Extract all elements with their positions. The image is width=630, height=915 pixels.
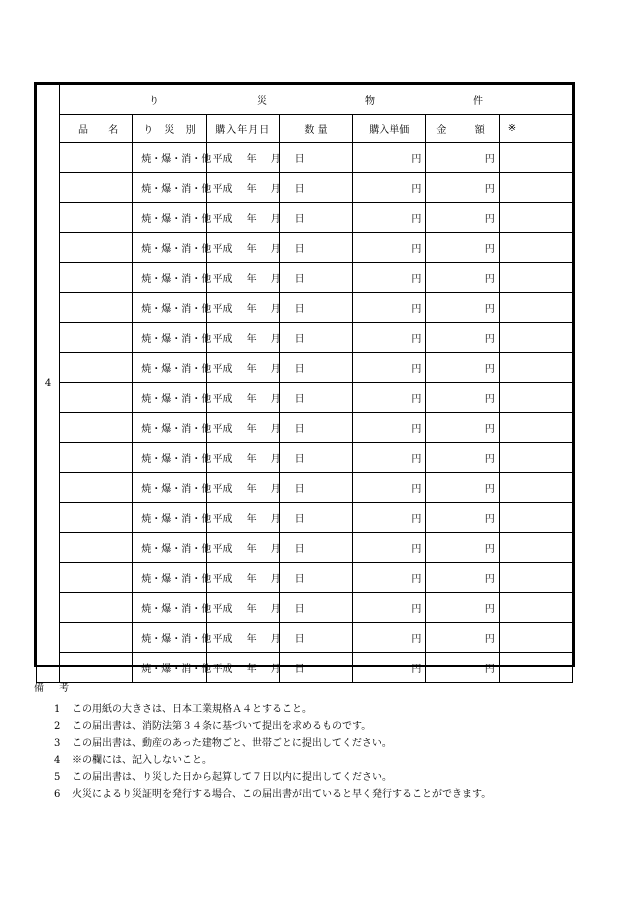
table-row — [37, 653, 573, 683]
purchase-date-cell[interactable] — [206, 563, 305, 593]
yen-label: 円 — [411, 574, 422, 585]
remark-item — [34, 786, 491, 803]
day-label: 日 — [294, 274, 305, 285]
item-name-cell[interactable] — [60, 533, 133, 563]
amount-cell[interactable] — [426, 623, 499, 653]
month-label: 月 — [270, 664, 281, 675]
remark-number: 1 — [54, 704, 61, 715]
amount-cell[interactable] — [426, 233, 499, 263]
month-label: 月 — [270, 394, 281, 405]
item-name-cell[interactable] — [60, 443, 133, 473]
header-unit-price: 購入単価 — [353, 115, 426, 143]
year-label: 年 — [246, 334, 257, 345]
office-use-cell — [499, 173, 572, 203]
damage-type-options: 焼・爆・消・他 — [141, 634, 212, 645]
item-name-cell[interactable] — [60, 203, 133, 233]
table-row — [37, 473, 573, 503]
yen-label: 円 — [411, 544, 422, 555]
year-label: 年 — [246, 244, 257, 255]
year-label: 年 — [246, 394, 257, 405]
header-char: 名 — [108, 125, 119, 136]
unit-price-cell[interactable] — [353, 533, 426, 563]
yen-label: 円 — [411, 424, 422, 435]
year-label: 年 — [246, 274, 257, 285]
yen-label: 円 — [411, 184, 422, 195]
remark-text: この届出書は、動産のあった建物ごと、世帯ごとに提出してください。 — [72, 738, 392, 749]
purchase-date-cell[interactable] — [206, 653, 305, 683]
month-label: 月 — [270, 574, 281, 585]
remark-number: 3 — [54, 738, 61, 749]
day-label: 日 — [294, 424, 305, 435]
year-label: 年 — [246, 514, 257, 525]
header-char: 別 — [185, 125, 196, 136]
damage-type-cell[interactable] — [133, 653, 212, 683]
table-row — [37, 503, 573, 533]
damage-type-options: 焼・爆・消・他 — [141, 544, 212, 555]
purchase-date-cell[interactable] — [206, 173, 305, 203]
header-damage-type — [133, 115, 206, 143]
office-use-cell — [499, 593, 572, 623]
table-row — [37, 323, 573, 353]
table-title-row — [37, 85, 573, 115]
yen-label: 円 — [484, 394, 495, 405]
item-name-cell[interactable] — [60, 593, 133, 623]
yen-label: 円 — [484, 424, 495, 435]
year-label: 年 — [246, 154, 257, 165]
remark-text: 火災によるり災証明を発行する場合、この届出書が出ていると早く発行することができます。 — [72, 789, 492, 800]
damage-type-options: 焼・爆・消・他 — [141, 154, 212, 165]
purchase-date-cell[interactable] — [206, 383, 305, 413]
purchase-date-cell[interactable] — [206, 143, 305, 173]
damage-type-cell[interactable] — [133, 353, 212, 383]
era-label: 平成 — [212, 664, 233, 675]
unit-price-cell[interactable] — [353, 323, 426, 353]
office-use-cell — [499, 623, 572, 653]
yen-label: 円 — [411, 334, 422, 345]
yen-label: 円 — [484, 214, 495, 225]
month-label: 月 — [270, 544, 281, 555]
unit-price-cell[interactable] — [353, 413, 426, 443]
amount-cell[interactable] — [426, 323, 499, 353]
table-row — [37, 383, 573, 413]
amount-cell[interactable] — [426, 143, 499, 173]
era-label: 平成 — [212, 244, 233, 255]
purchase-date-cell[interactable] — [206, 263, 305, 293]
damage-type-cell[interactable] — [133, 623, 212, 653]
office-use-cell — [499, 563, 572, 593]
remark-text: この用紙の大きさは、日本工業規格Ａ４とすること。 — [72, 704, 312, 715]
remarks — [34, 680, 491, 803]
remark-item — [34, 701, 491, 718]
unit-price-cell[interactable] — [353, 443, 426, 473]
era-label: 平成 — [212, 304, 233, 315]
purchase-date-cell[interactable] — [206, 623, 305, 653]
yen-label: 円 — [411, 394, 422, 405]
era-label: 平成 — [212, 364, 233, 375]
office-use-cell — [499, 533, 572, 563]
yen-label: 円 — [411, 214, 422, 225]
remark-item — [34, 735, 491, 752]
office-use-cell — [499, 323, 572, 353]
yen-label: 円 — [411, 304, 422, 315]
remark-number: 5 — [54, 772, 61, 783]
yen-label: 円 — [411, 154, 422, 165]
damage-type-cell[interactable] — [133, 143, 212, 173]
amount-cell[interactable] — [426, 203, 499, 233]
purchase-date-cell[interactable] — [206, 233, 305, 263]
amount-cell[interactable] — [426, 563, 499, 593]
month-label: 月 — [270, 364, 281, 375]
era-label: 平成 — [212, 604, 233, 615]
day-label: 日 — [294, 634, 305, 645]
month-label: 月 — [270, 214, 281, 225]
item-name-cell[interactable] — [60, 323, 133, 353]
yen-label: 円 — [484, 664, 495, 675]
year-label: 年 — [246, 454, 257, 465]
day-label: 日 — [294, 454, 305, 465]
header-office-use: ※ — [499, 115, 572, 143]
header-char: 品 — [78, 125, 88, 136]
day-label: 日 — [294, 184, 305, 195]
office-use-cell — [499, 353, 572, 383]
yen-label: 円 — [484, 154, 495, 165]
era-label: 平成 — [212, 334, 233, 345]
damage-type-options: 焼・爆・消・他 — [141, 424, 212, 435]
era-label: 平成 — [212, 424, 233, 435]
unit-price-cell[interactable] — [353, 473, 426, 503]
yen-label: 円 — [484, 604, 495, 615]
header-purchase-date: 購入年月日 — [206, 115, 279, 143]
unit-price-cell[interactable] — [353, 233, 426, 263]
unit-price-cell[interactable] — [353, 653, 426, 683]
purchase-date-cell[interactable] — [206, 593, 305, 623]
amount-cell[interactable] — [426, 293, 499, 323]
day-label: 日 — [294, 214, 305, 225]
damage-type-cell[interactable] — [133, 563, 212, 593]
month-label: 月 — [270, 484, 281, 495]
yen-label: 円 — [484, 484, 495, 495]
purchase-date-cell[interactable] — [206, 503, 305, 533]
office-use-cell — [499, 293, 572, 323]
damage-type-cell[interactable] — [133, 443, 212, 473]
property-table-frame — [34, 82, 575, 675]
year-label: 年 — [246, 604, 257, 615]
unit-price-cell[interactable] — [353, 263, 426, 293]
year-label: 年 — [246, 364, 257, 375]
damage-type-options: 焼・爆・消・他 — [141, 364, 212, 375]
yen-label: 円 — [411, 634, 422, 645]
damage-type-options: 焼・爆・消・他 — [141, 244, 212, 255]
office-use-cell — [499, 473, 572, 503]
yen-label: 円 — [484, 364, 495, 375]
table-row — [37, 563, 573, 593]
header-char: 災 — [164, 125, 175, 136]
item-name-cell[interactable] — [60, 233, 133, 263]
amount-cell[interactable] — [426, 503, 499, 533]
office-use-cell — [499, 413, 572, 443]
damage-type-options: 焼・爆・消・他 — [141, 394, 212, 405]
header-char: り — [143, 125, 154, 136]
table-row — [37, 293, 573, 323]
office-use-cell — [499, 263, 572, 293]
year-label: 年 — [246, 574, 257, 585]
year-label: 年 — [246, 424, 257, 435]
table-row — [37, 263, 573, 293]
office-use-cell — [499, 203, 572, 233]
yen-label: 円 — [484, 544, 495, 555]
yen-label: 円 — [484, 334, 495, 345]
era-label: 平成 — [212, 574, 233, 585]
unit-price-cell[interactable] — [353, 503, 426, 533]
damage-type-cell[interactable] — [133, 263, 212, 293]
month-label: 月 — [270, 184, 281, 195]
item-name-cell[interactable] — [60, 353, 133, 383]
yen-label: 円 — [484, 514, 495, 525]
month-label: 月 — [270, 604, 281, 615]
era-label: 平成 — [212, 394, 233, 405]
yen-label: 円 — [484, 304, 495, 315]
remark-text: ※の欄には、記入しないこと。 — [72, 755, 212, 766]
damage-type-options: 焼・爆・消・他 — [141, 574, 212, 585]
month-label: 月 — [270, 304, 281, 315]
yen-label: 円 — [484, 244, 495, 255]
header-char: 額 — [474, 125, 485, 136]
era-label: 平成 — [212, 454, 233, 465]
year-label: 年 — [246, 184, 257, 195]
purchase-date-cell[interactable] — [206, 323, 305, 353]
header-quantity: 数 量 — [279, 115, 352, 143]
day-label: 日 — [294, 334, 305, 345]
item-name-cell[interactable] — [60, 473, 133, 503]
office-use-cell — [499, 383, 572, 413]
table-row — [37, 593, 573, 623]
section-number: 4 — [37, 85, 60, 683]
damage-type-options: 焼・爆・消・他 — [141, 304, 212, 315]
era-label: 平成 — [212, 214, 233, 225]
purchase-date-cell[interactable] — [206, 473, 305, 503]
title-char: 件 — [473, 96, 483, 107]
damage-type-cell[interactable] — [133, 233, 212, 263]
amount-cell[interactable] — [426, 413, 499, 443]
month-label: 月 — [270, 634, 281, 645]
day-label: 日 — [294, 544, 305, 555]
damage-type-cell[interactable] — [133, 473, 212, 503]
remark-number: 6 — [54, 789, 61, 800]
damage-type-cell[interactable] — [133, 383, 212, 413]
table-row — [37, 353, 573, 383]
damage-type-cell[interactable] — [133, 293, 212, 323]
amount-cell[interactable] — [426, 173, 499, 203]
title-char: り — [149, 96, 159, 107]
damage-type-options: 焼・爆・消・他 — [141, 274, 212, 285]
item-name-cell[interactable] — [60, 143, 133, 173]
table-row — [37, 623, 573, 653]
amount-cell[interactable] — [426, 533, 499, 563]
unit-price-cell[interactable] — [353, 173, 426, 203]
year-label: 年 — [246, 634, 257, 645]
damage-type-options: 焼・爆・消・他 — [141, 514, 212, 525]
damage-type-options: 焼・爆・消・他 — [141, 664, 212, 675]
item-name-cell[interactable] — [60, 293, 133, 323]
month-label: 月 — [270, 274, 281, 285]
yen-label: 円 — [411, 604, 422, 615]
purchase-date-cell[interactable] — [206, 293, 305, 323]
month-label: 月 — [270, 454, 281, 465]
yen-label: 円 — [484, 274, 495, 285]
month-label: 月 — [270, 514, 281, 525]
purchase-date-cell[interactable] — [206, 353, 305, 383]
item-name-cell[interactable] — [60, 563, 133, 593]
yen-label: 円 — [411, 274, 422, 285]
amount-cell[interactable] — [426, 443, 499, 473]
era-label: 平成 — [212, 544, 233, 555]
yen-label: 円 — [484, 634, 495, 645]
remark-text: この届出書は、り災した日から起算して７日以内に提出してください。 — [72, 772, 392, 783]
amount-cell[interactable] — [426, 353, 499, 383]
item-name-cell[interactable] — [60, 503, 133, 533]
damaged-property-table — [36, 84, 573, 683]
item-name-cell[interactable] — [60, 623, 133, 653]
office-use-cell — [499, 503, 572, 533]
table-row — [37, 533, 573, 563]
era-label: 平成 — [212, 274, 233, 285]
damage-type-options: 焼・爆・消・他 — [141, 604, 212, 615]
amount-cell[interactable] — [426, 263, 499, 293]
purchase-date-cell[interactable] — [206, 203, 305, 233]
unit-price-cell[interactable] — [353, 203, 426, 233]
yen-label: 円 — [411, 484, 422, 495]
yen-label: 円 — [484, 454, 495, 465]
table-row — [37, 413, 573, 443]
amount-cell[interactable] — [426, 383, 499, 413]
remarks-title: 備 考 — [34, 683, 76, 694]
table-row — [37, 443, 573, 473]
amount-cell[interactable] — [426, 593, 499, 623]
month-label: 月 — [270, 154, 281, 165]
damage-type-options: 焼・爆・消・他 — [141, 454, 212, 465]
amount-cell[interactable] — [426, 653, 499, 683]
damage-type-options: 焼・爆・消・他 — [141, 214, 212, 225]
year-label: 年 — [246, 544, 257, 555]
yen-label: 円 — [411, 244, 422, 255]
remark-item — [34, 769, 491, 786]
damage-type-options: 焼・爆・消・他 — [141, 334, 212, 345]
unit-price-cell[interactable] — [353, 593, 426, 623]
office-use-cell — [499, 653, 572, 683]
day-label: 日 — [294, 484, 305, 495]
day-label: 日 — [294, 304, 305, 315]
unit-price-cell[interactable] — [353, 293, 426, 323]
month-label: 月 — [270, 334, 281, 345]
yen-label: 円 — [484, 184, 495, 195]
yen-label: 円 — [484, 574, 495, 585]
yen-label: 円 — [411, 514, 422, 525]
column-header-row — [37, 115, 573, 143]
day-label: 日 — [294, 394, 305, 405]
yen-label: 円 — [411, 454, 422, 465]
year-label: 年 — [246, 214, 257, 225]
day-label: 日 — [294, 244, 305, 255]
title-char: 物 — [365, 96, 375, 107]
item-name-cell[interactable] — [60, 173, 133, 203]
title-char: 災 — [257, 96, 267, 107]
table-row — [37, 203, 573, 233]
remark-item — [34, 752, 491, 769]
era-label: 平成 — [212, 154, 233, 165]
damage-type-cell[interactable] — [133, 503, 212, 533]
era-label: 平成 — [212, 484, 233, 495]
office-use-cell — [499, 233, 572, 263]
remark-item — [34, 718, 491, 735]
table-row — [37, 233, 573, 263]
era-label: 平成 — [212, 634, 233, 645]
damage-type-cell[interactable] — [133, 173, 212, 203]
yen-label: 円 — [411, 664, 422, 675]
purchase-date-cell[interactable] — [206, 533, 305, 563]
day-label: 日 — [294, 664, 305, 675]
unit-price-cell[interactable] — [353, 353, 426, 383]
damage-type-cell[interactable] — [133, 323, 212, 353]
damage-type-options: 焼・爆・消・他 — [141, 484, 212, 495]
table-title — [60, 85, 573, 115]
month-label: 月 — [270, 244, 281, 255]
unit-price-cell[interactable] — [353, 563, 426, 593]
purchase-date-cell[interactable] — [206, 443, 305, 473]
era-label: 平成 — [212, 184, 233, 195]
damage-type-cell[interactable] — [133, 203, 212, 233]
damage-type-cell[interactable] — [133, 413, 212, 443]
day-label: 日 — [294, 574, 305, 585]
remark-number: 2 — [54, 721, 61, 732]
month-label: 月 — [270, 424, 281, 435]
amount-cell[interactable] — [426, 473, 499, 503]
day-label: 日 — [294, 604, 305, 615]
unit-price-cell[interactable] — [353, 143, 426, 173]
yen-label: 円 — [411, 364, 422, 375]
item-name-cell[interactable] — [60, 653, 133, 683]
table-row — [37, 173, 573, 203]
year-label: 年 — [246, 664, 257, 675]
header-amount — [426, 115, 499, 143]
unit-price-cell[interactable] — [353, 623, 426, 653]
remark-number: 4 — [54, 755, 61, 766]
year-label: 年 — [246, 484, 257, 495]
table-row — [37, 143, 573, 173]
office-use-cell — [499, 143, 572, 173]
item-name-cell[interactable] — [60, 413, 133, 443]
purchase-date-cell[interactable] — [206, 413, 305, 443]
unit-price-cell[interactable] — [353, 383, 426, 413]
era-label: 平成 — [212, 514, 233, 525]
year-label: 年 — [246, 304, 257, 315]
day-label: 日 — [294, 154, 305, 165]
damage-type-cell[interactable] — [133, 593, 212, 623]
item-name-cell[interactable] — [60, 383, 133, 413]
item-name-cell[interactable] — [60, 263, 133, 293]
office-use-cell — [499, 443, 572, 473]
day-label: 日 — [294, 514, 305, 525]
damage-type-cell[interactable] — [133, 533, 212, 563]
remarks-list — [34, 701, 491, 803]
day-label: 日 — [294, 364, 305, 375]
header-char: 金 — [436, 125, 447, 136]
remark-text: この届出書は、消防法第３４条に基づいて提出を求めるものです。 — [72, 721, 372, 732]
damage-type-options: 焼・爆・消・他 — [141, 184, 212, 195]
header-item-name — [60, 115, 133, 143]
